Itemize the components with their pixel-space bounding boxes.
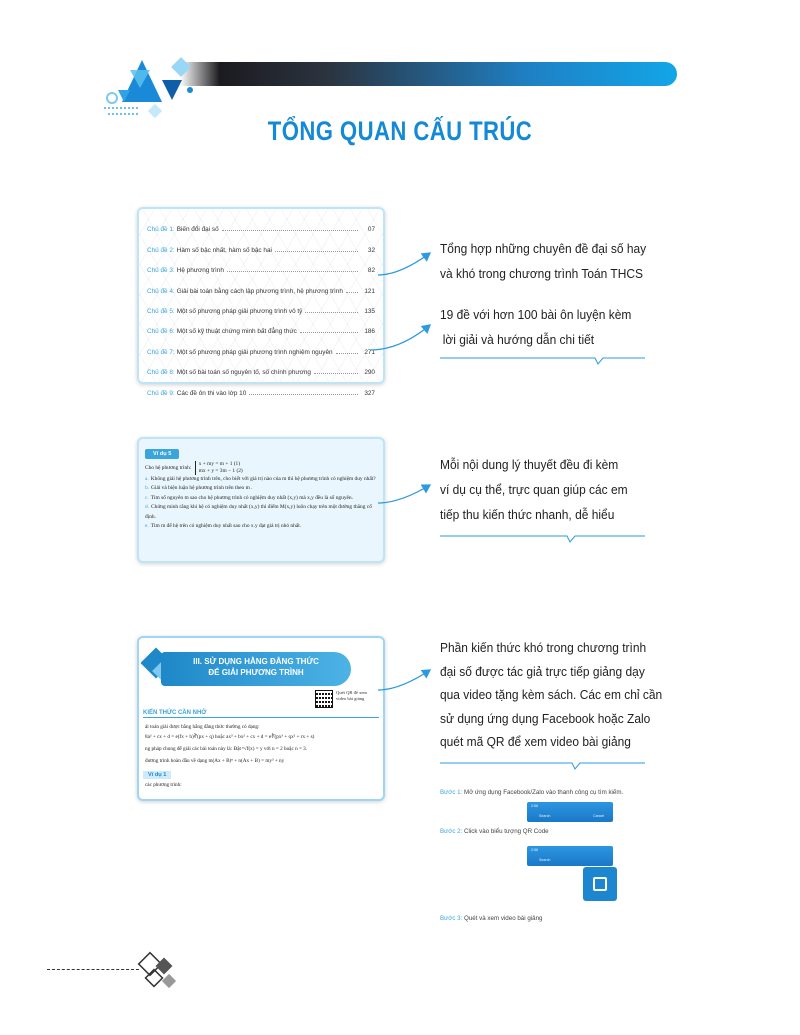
example-intro xyxy=(145,461,377,475)
toc-chapter-title: Giải bài toán bằng cách lập phương trình, hệ phương trình xyxy=(176,287,343,295)
description-4-line-4: sử dụng ứng dụng Facebook hoặc Zalo xyxy=(440,710,651,726)
question-c-text: Tìm số nguyên m sao cho hệ phương trình có nghiệm duy nhất (x,y) mà x,y đều là số nguyên. xyxy=(150,494,353,501)
toc-row xyxy=(147,315,375,335)
question-b xyxy=(145,484,377,493)
description-4-line-1: Phần kiến thức khó trong chương trình xyxy=(440,640,647,655)
footer-dashed-line xyxy=(47,969,139,970)
toc-page-number: 07 xyxy=(367,226,375,234)
toc-list xyxy=(147,213,375,397)
qr-code-icon[interactable] xyxy=(315,690,333,708)
description-4-line-2: đại số được tác giả trực tiếp giảng dạy xyxy=(440,663,645,679)
toc-page-number: 32 xyxy=(367,246,375,254)
content-line-3: ng pháp chung để giải các bài toán này là: Đặt ⁿ√f(x) = y với n = 2 hoặc n = 3. xyxy=(145,746,308,752)
toc-row xyxy=(147,295,375,315)
step-3-label: Bước 3: xyxy=(440,915,463,922)
toc-chapter-label: Chủ đề 3: xyxy=(147,267,175,275)
question-b-text: Giải và biện luận hệ phương trình trên theo m . xyxy=(151,485,253,492)
step-1-text: Mở ứng dụng Facebook/Zalo vào thanh công cụ tìm kiếm. xyxy=(464,789,624,796)
toc-page-number: 82 xyxy=(367,267,375,275)
content-line-4: đương trình hoàn đầu về dạng m(Ax + B)ⁿ + n(Ax + B) = my³ + ny xyxy=(145,758,285,764)
qr-scan-icon xyxy=(593,877,607,891)
example-preview-card xyxy=(137,437,385,563)
question-d-letter: d. xyxy=(145,504,150,511)
phone-time: 2:56 xyxy=(531,804,538,808)
description-3-line-2: ví dụ cụ thể, trực quan giúp các em xyxy=(440,482,628,497)
step-3 xyxy=(440,915,542,922)
description-3-line-1: Mỗi nội dung lý thuyết đều đi kèm xyxy=(440,457,619,472)
step-2 xyxy=(440,828,549,835)
question-d xyxy=(145,503,377,522)
toc-chapter-title: Các đề ôn thi vào lớp 10 xyxy=(176,389,247,397)
step-3-text: Quét và xem video bài giảng xyxy=(464,915,543,922)
description-1-line-1: Tổng hợp những chuyên đề đại số hay xyxy=(440,241,647,256)
banner-line-2: ĐỂ GIẢI PHƯƠNG TRÌNH xyxy=(208,668,304,677)
phone-search-bar xyxy=(527,802,613,822)
toc-leader-dots xyxy=(336,353,358,354)
toc-chapter-label: Chủ đề 4: xyxy=(147,287,175,295)
question-a-text: Không giải hệ phương trình trên, cho biết với giá trị nào của m thì hệ phương trình có nghiệm duy nhất? xyxy=(150,476,376,482)
toc-preview-card xyxy=(137,207,385,397)
description-3-line-3: tiếp thu kiến thức nhanh, dễ hiểu xyxy=(440,507,615,522)
equation-system xyxy=(195,461,243,475)
question-a xyxy=(145,475,377,484)
question-e-text: Tìm m để hệ trên có nghiệm duy nhất sao cho x.y đạt giá trị nhỏ nhất. xyxy=(150,523,302,530)
toc-leader-dots xyxy=(275,251,358,252)
toc-chapter-label: Chủ đề 2: xyxy=(147,246,175,254)
banner-line-1: III. SỬ DỤNG HẰNG ĐẲNG THỨC xyxy=(193,657,319,666)
question-c-letter: c. xyxy=(145,494,149,501)
toc-page-number: 135 xyxy=(364,307,375,315)
toc-chapter-label: Chủ đề 6: xyxy=(147,328,175,336)
toc-page-number: 121 xyxy=(364,287,375,295)
toc-leader-dots xyxy=(227,271,358,272)
description-block-3 xyxy=(440,452,628,527)
toc-chapter-title: Biến đổi đại số xyxy=(176,226,219,234)
step-2-text: Click vào biểu tượng QR Code xyxy=(464,828,549,835)
phone-time-2: 2:56 xyxy=(531,848,538,852)
toc-leader-dots xyxy=(314,373,358,374)
content-line-5: các phương trình: xyxy=(145,782,182,788)
description-2-line-1: 19 đề với hơn 100 bài ôn luyện kèm xyxy=(440,307,632,322)
toc-chapter-title: Một số kỹ thuật chứng minh bất đẳng thức xyxy=(176,328,297,336)
toc-chapter-label: Chủ đề 8: xyxy=(147,369,175,377)
toc-row xyxy=(147,376,375,396)
qr-caption: Quét QR để xem video bài giảng xyxy=(336,690,368,701)
video-example-tag: Ví dụ 1 xyxy=(143,771,171,779)
toc-leader-dots xyxy=(305,312,358,313)
step-1 xyxy=(440,789,623,796)
qr-scan-button[interactable] xyxy=(583,867,617,901)
question-a-letter: a. xyxy=(145,476,149,482)
toc-row xyxy=(147,274,375,294)
toc-leader-dots xyxy=(346,292,358,293)
toc-row xyxy=(147,254,375,274)
question-e-letter: e. xyxy=(145,523,149,530)
toc-page-number: 327 xyxy=(364,389,375,397)
step-2-label: Bước 2: xyxy=(440,828,463,835)
toc-leader-dots xyxy=(222,230,358,231)
equation-2: mx + y = 3m − 1 (2) xyxy=(198,468,243,474)
toc-page-number: 186 xyxy=(364,328,375,336)
question-d-text: Chứng minh rằng khi hệ có nghiệm duy nhất (x,y) thì điểm M(x,y) luôn chạy trên một đường thẳng cố định. xyxy=(145,504,372,520)
phone-search-text: Search xyxy=(539,814,551,818)
equation-1: x + my = m + 1 (1) xyxy=(198,461,241,467)
toc-chapter-title: Một số phương pháp giải phương trình nghiệm nguyên xyxy=(176,348,333,356)
page-title: TỔNG QUAN CẤU TRÚC xyxy=(267,116,533,146)
description-block-2 xyxy=(440,302,631,352)
question-c xyxy=(145,494,377,503)
toc-row xyxy=(147,213,375,233)
phone-qr-bar xyxy=(527,846,613,866)
header-gradient-bar xyxy=(180,62,677,86)
toc-chapter-label: Chủ đề 7: xyxy=(147,348,175,356)
content-line-1: ải toán giải được bằng hằng đẳng thức thường có dạng: xyxy=(145,724,260,730)
knowledge-label: KIẾN THỨC CẦN NHỚ xyxy=(143,710,379,718)
example-intro-text: Cho hệ phương trình: xyxy=(145,465,192,472)
description-2-line-2: lời giải và hướng dẫn chi tiết xyxy=(442,332,595,347)
footer-diamond-decoration xyxy=(134,948,182,996)
video-lesson-preview-card xyxy=(137,636,385,801)
toc-chapter-title: Hàm số bậc nhất, hàm số bậc hai xyxy=(176,246,272,254)
toc-row xyxy=(147,356,375,376)
section-banner xyxy=(161,652,351,686)
question-e xyxy=(145,522,377,531)
example-tag: Ví dụ 5 xyxy=(145,449,179,459)
description-4-line-5: quét mã QR để xem video bài giảng xyxy=(440,734,631,750)
toc-chapter-title: Hệ phương trình xyxy=(176,267,224,275)
question-b-letter: b. xyxy=(145,485,150,492)
toc-chapter-title: Một số phương pháp giải phương trình vô tỷ xyxy=(176,307,303,315)
step-1-label: Bước 1: xyxy=(440,789,463,796)
description-block-1 xyxy=(440,236,646,286)
toc-chapter-label: Chủ đề 9: xyxy=(147,389,175,397)
toc-row xyxy=(147,233,375,253)
toc-page-number: 290 xyxy=(364,369,375,377)
toc-page-number: 271 xyxy=(364,348,375,356)
description-1-line-2: và khó trong chương trình Toán THCS xyxy=(440,266,644,281)
description-4-line-3: qua video tặng kèm sách. Các em chỉ cần xyxy=(440,687,663,703)
phone-search-text-2: Search xyxy=(539,858,551,862)
section-banner-text xyxy=(161,656,351,678)
toc-chapter-label: Chủ đề 5: xyxy=(147,307,175,315)
description-block-4 xyxy=(440,636,662,754)
toc-row xyxy=(147,335,375,355)
toc-leader-dots xyxy=(249,394,358,395)
toc-chapter-label: Chủ đề 1: xyxy=(147,226,175,234)
toc-chapter-title: Một số bài toán số nguyên tố, số chính phương xyxy=(176,369,311,377)
content-line-2: 8a³ + cx + d = e(fx + h)∛(px + q) hoặc ax³ + bx² + cx + d = e∛(px³ + qx² + rx + s) xyxy=(145,734,315,740)
phone-cancel-text: Cancel xyxy=(593,814,605,818)
toc-leader-dots xyxy=(300,332,358,333)
